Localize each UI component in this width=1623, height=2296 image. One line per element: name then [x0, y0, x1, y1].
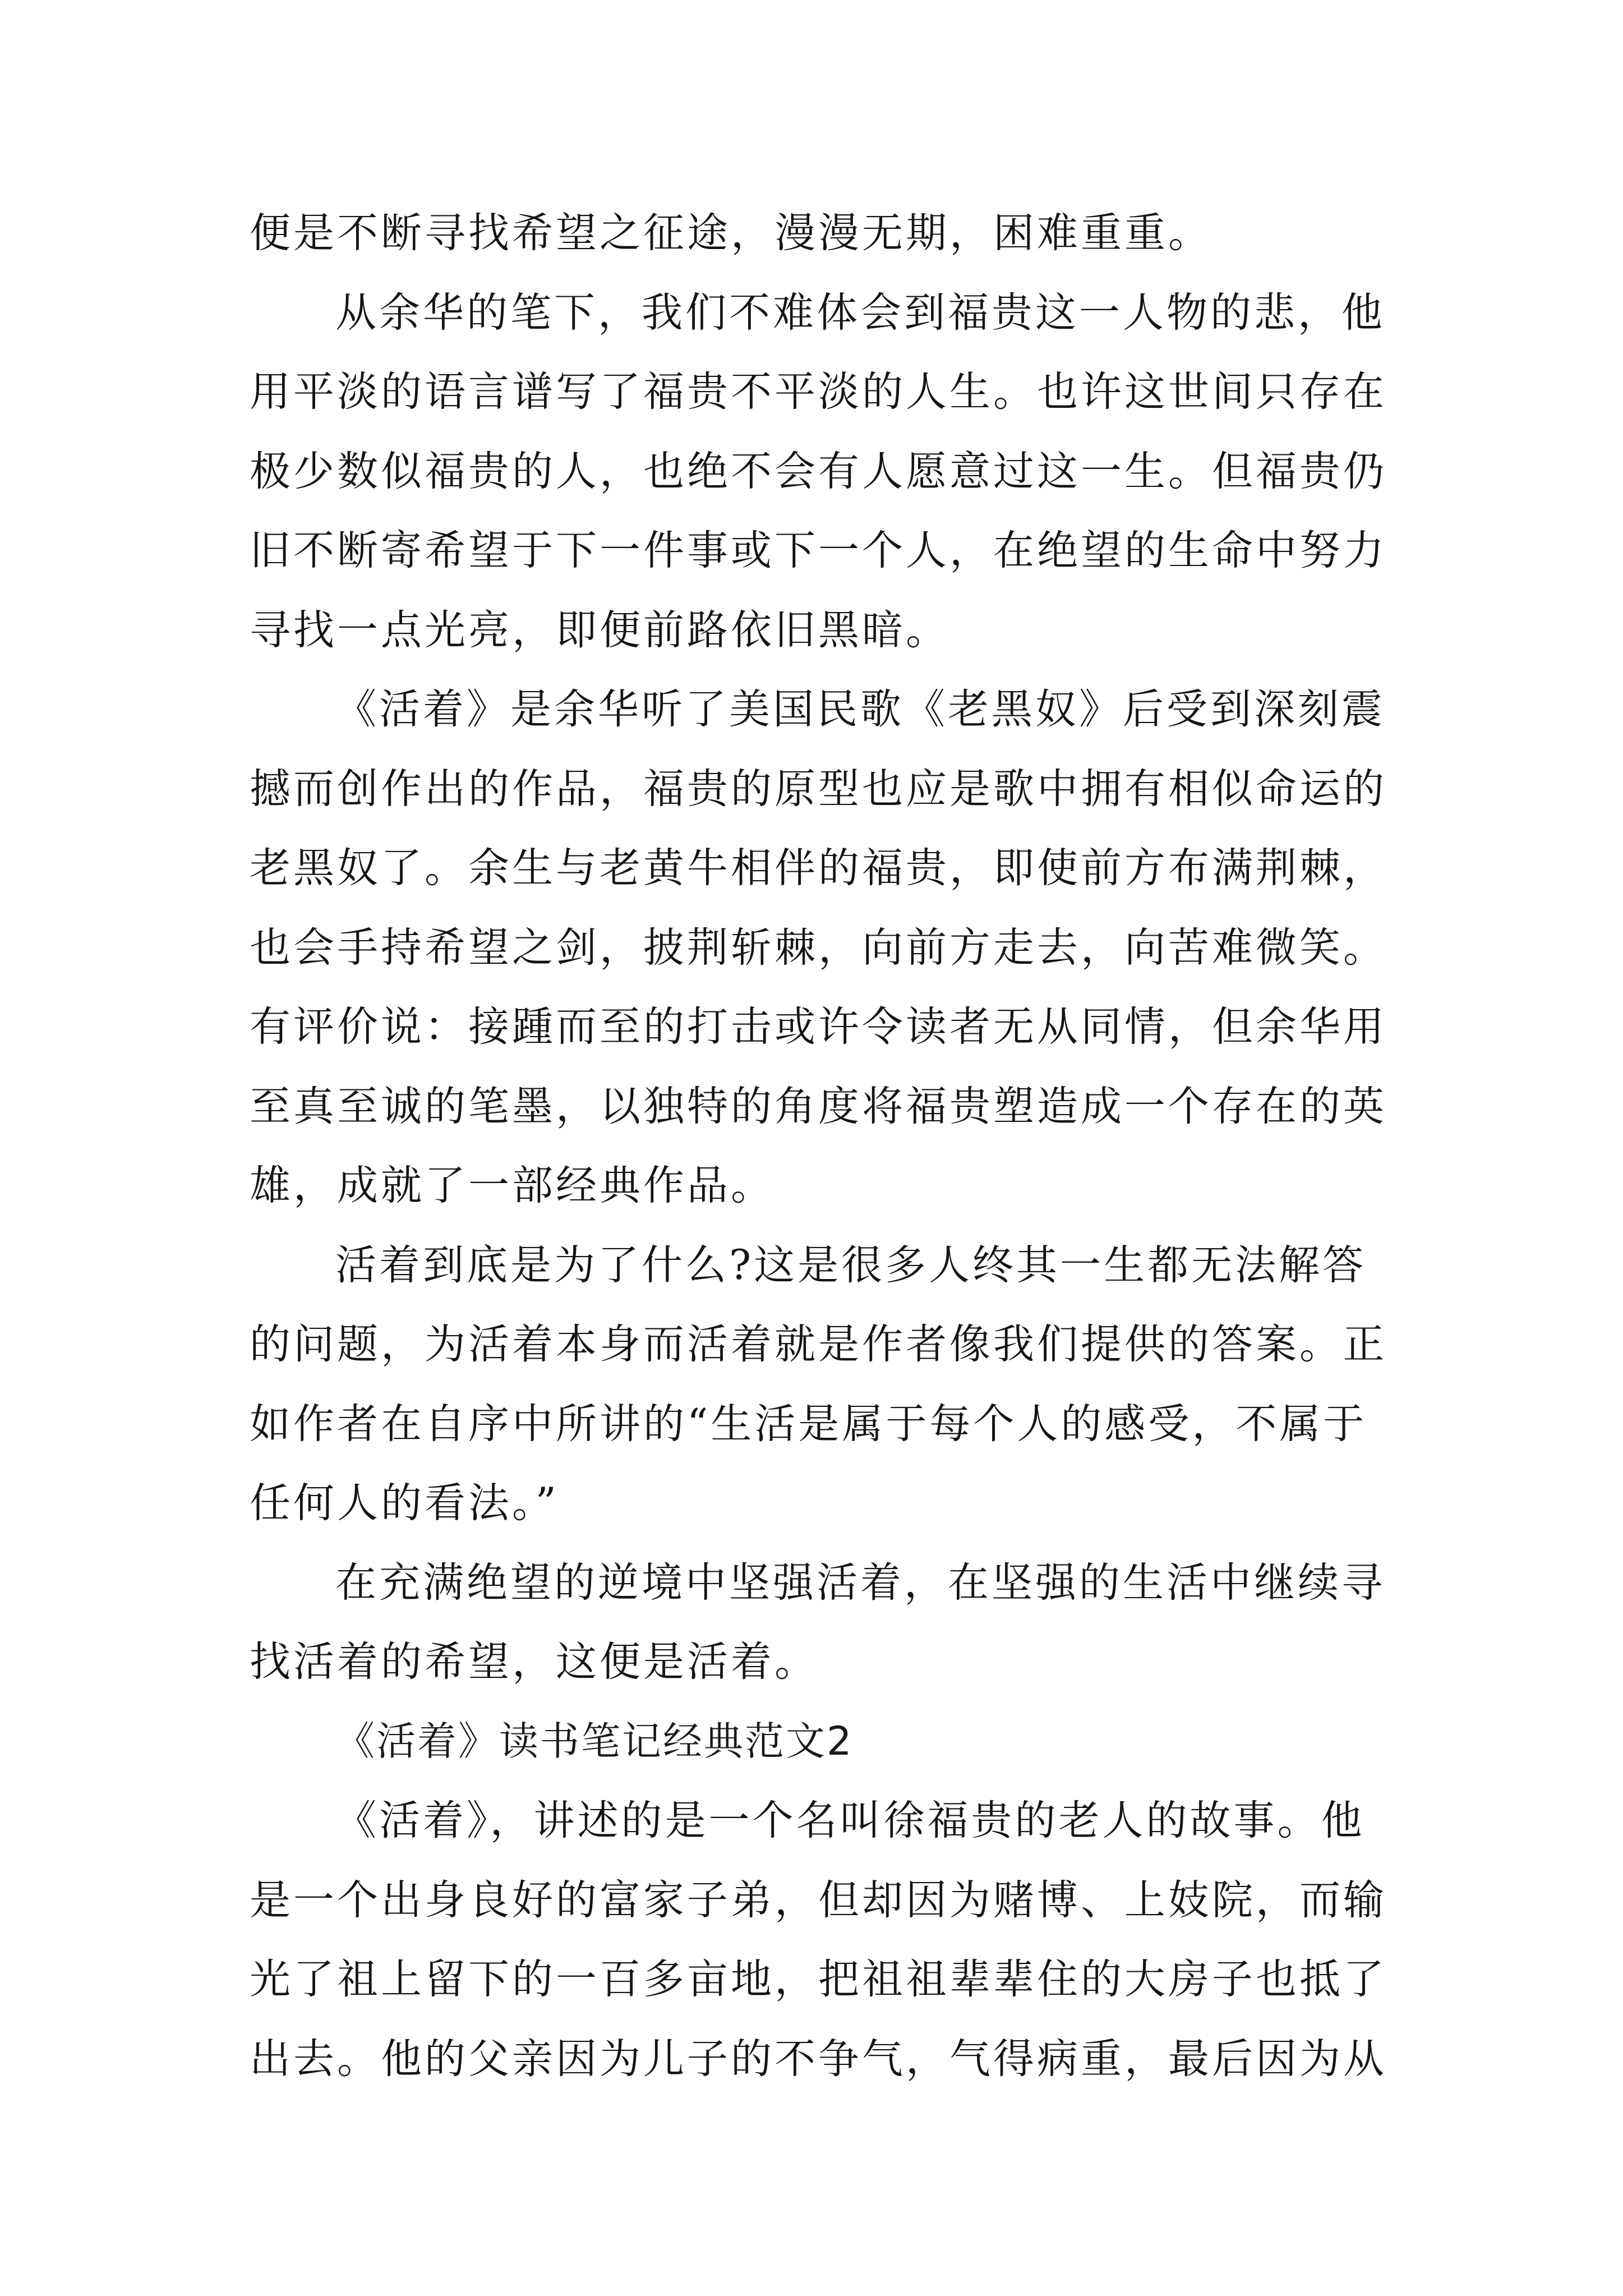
text-line: 至真至诚的笔墨，以独特的角度将福贵塑造成一个存在的英	[250, 1082, 1387, 1130]
text-line: 旧不断寄希望于下一件事或下一个人，在绝望的生命中努力	[250, 527, 1387, 574]
text-line: 撼而创作出的作品，福贵的原型也应是歌中拥有相似命运的	[250, 765, 1387, 813]
text-line: 雄，成就了一部经典作品。	[250, 1162, 774, 1209]
paragraph-start-line: 《活着》是余华听了美国民歌《老黑奴》后受到深刻震	[335, 685, 1385, 733]
text-line: 如作者在自序中所讲的“生活是属于每个人的感受，不属于	[250, 1400, 1367, 1448]
text-line: 是一个出身良好的富家子弟，但却因为赌博、上妓院，而输	[250, 1876, 1387, 1924]
text-line: 光了祖上留下的一百多亩地，把祖祖辈辈住的大房子也抵了	[250, 1955, 1387, 2003]
paragraph-start-line: 从余华的笔下，我们不难体会到福贵这一人物的悲，他	[335, 288, 1385, 337]
text-line: 用平淡的语言谱写了福贵不平淡的人生。也许这世间只存在	[250, 368, 1387, 416]
text-line: 有评价说：接踵而至的打击或许令读者无从同情，但余华用	[250, 1003, 1387, 1051]
text-line: 寻找一点光亮，即便前路依旧黑暗。	[250, 606, 949, 654]
text-line: 便是不断寻找希望之征途，漫漫无期，困难重重。	[250, 209, 1212, 257]
document-body	[250, 194, 1394, 2099]
paragraph-start-line: 《活着》，讲述的是一个名叫徐福贵的老人的故事。他	[335, 1797, 1365, 1844]
paragraph-start-line: 活着到底是为了什么?这是很多人终其一生都无法解答	[335, 1241, 1367, 1289]
text-line: 也会手持希望之剑，披荆斩棘，向前方走去，向苦难微笑。	[250, 923, 1387, 972]
paragraph-start-line: 在充满绝望的逆境中坚强活着，在坚强的生活中继续寻	[335, 1558, 1385, 1607]
text-line: 老黑奴了。余生与老黄牛相伴的福贵，即使前方布满荆棘，	[250, 844, 1387, 892]
text-line: 找活着的希望，这便是活着。	[250, 1638, 818, 1686]
section-heading: 《活着》读书笔记经典范文2	[335, 1718, 854, 1764]
text-line: 的问题，为活着本身而活着就是作者像我们提供的答案。正	[250, 1320, 1387, 1368]
text-line: 极少数似福贵的人，也绝不会有人愿意过这一生。但福贵仍	[250, 447, 1387, 495]
text-line: 出去。他的父亲因为儿子的不争气，气得病重，最后因为从	[250, 2035, 1387, 2083]
text-line: 任何人的看法。”	[250, 1479, 559, 1527]
